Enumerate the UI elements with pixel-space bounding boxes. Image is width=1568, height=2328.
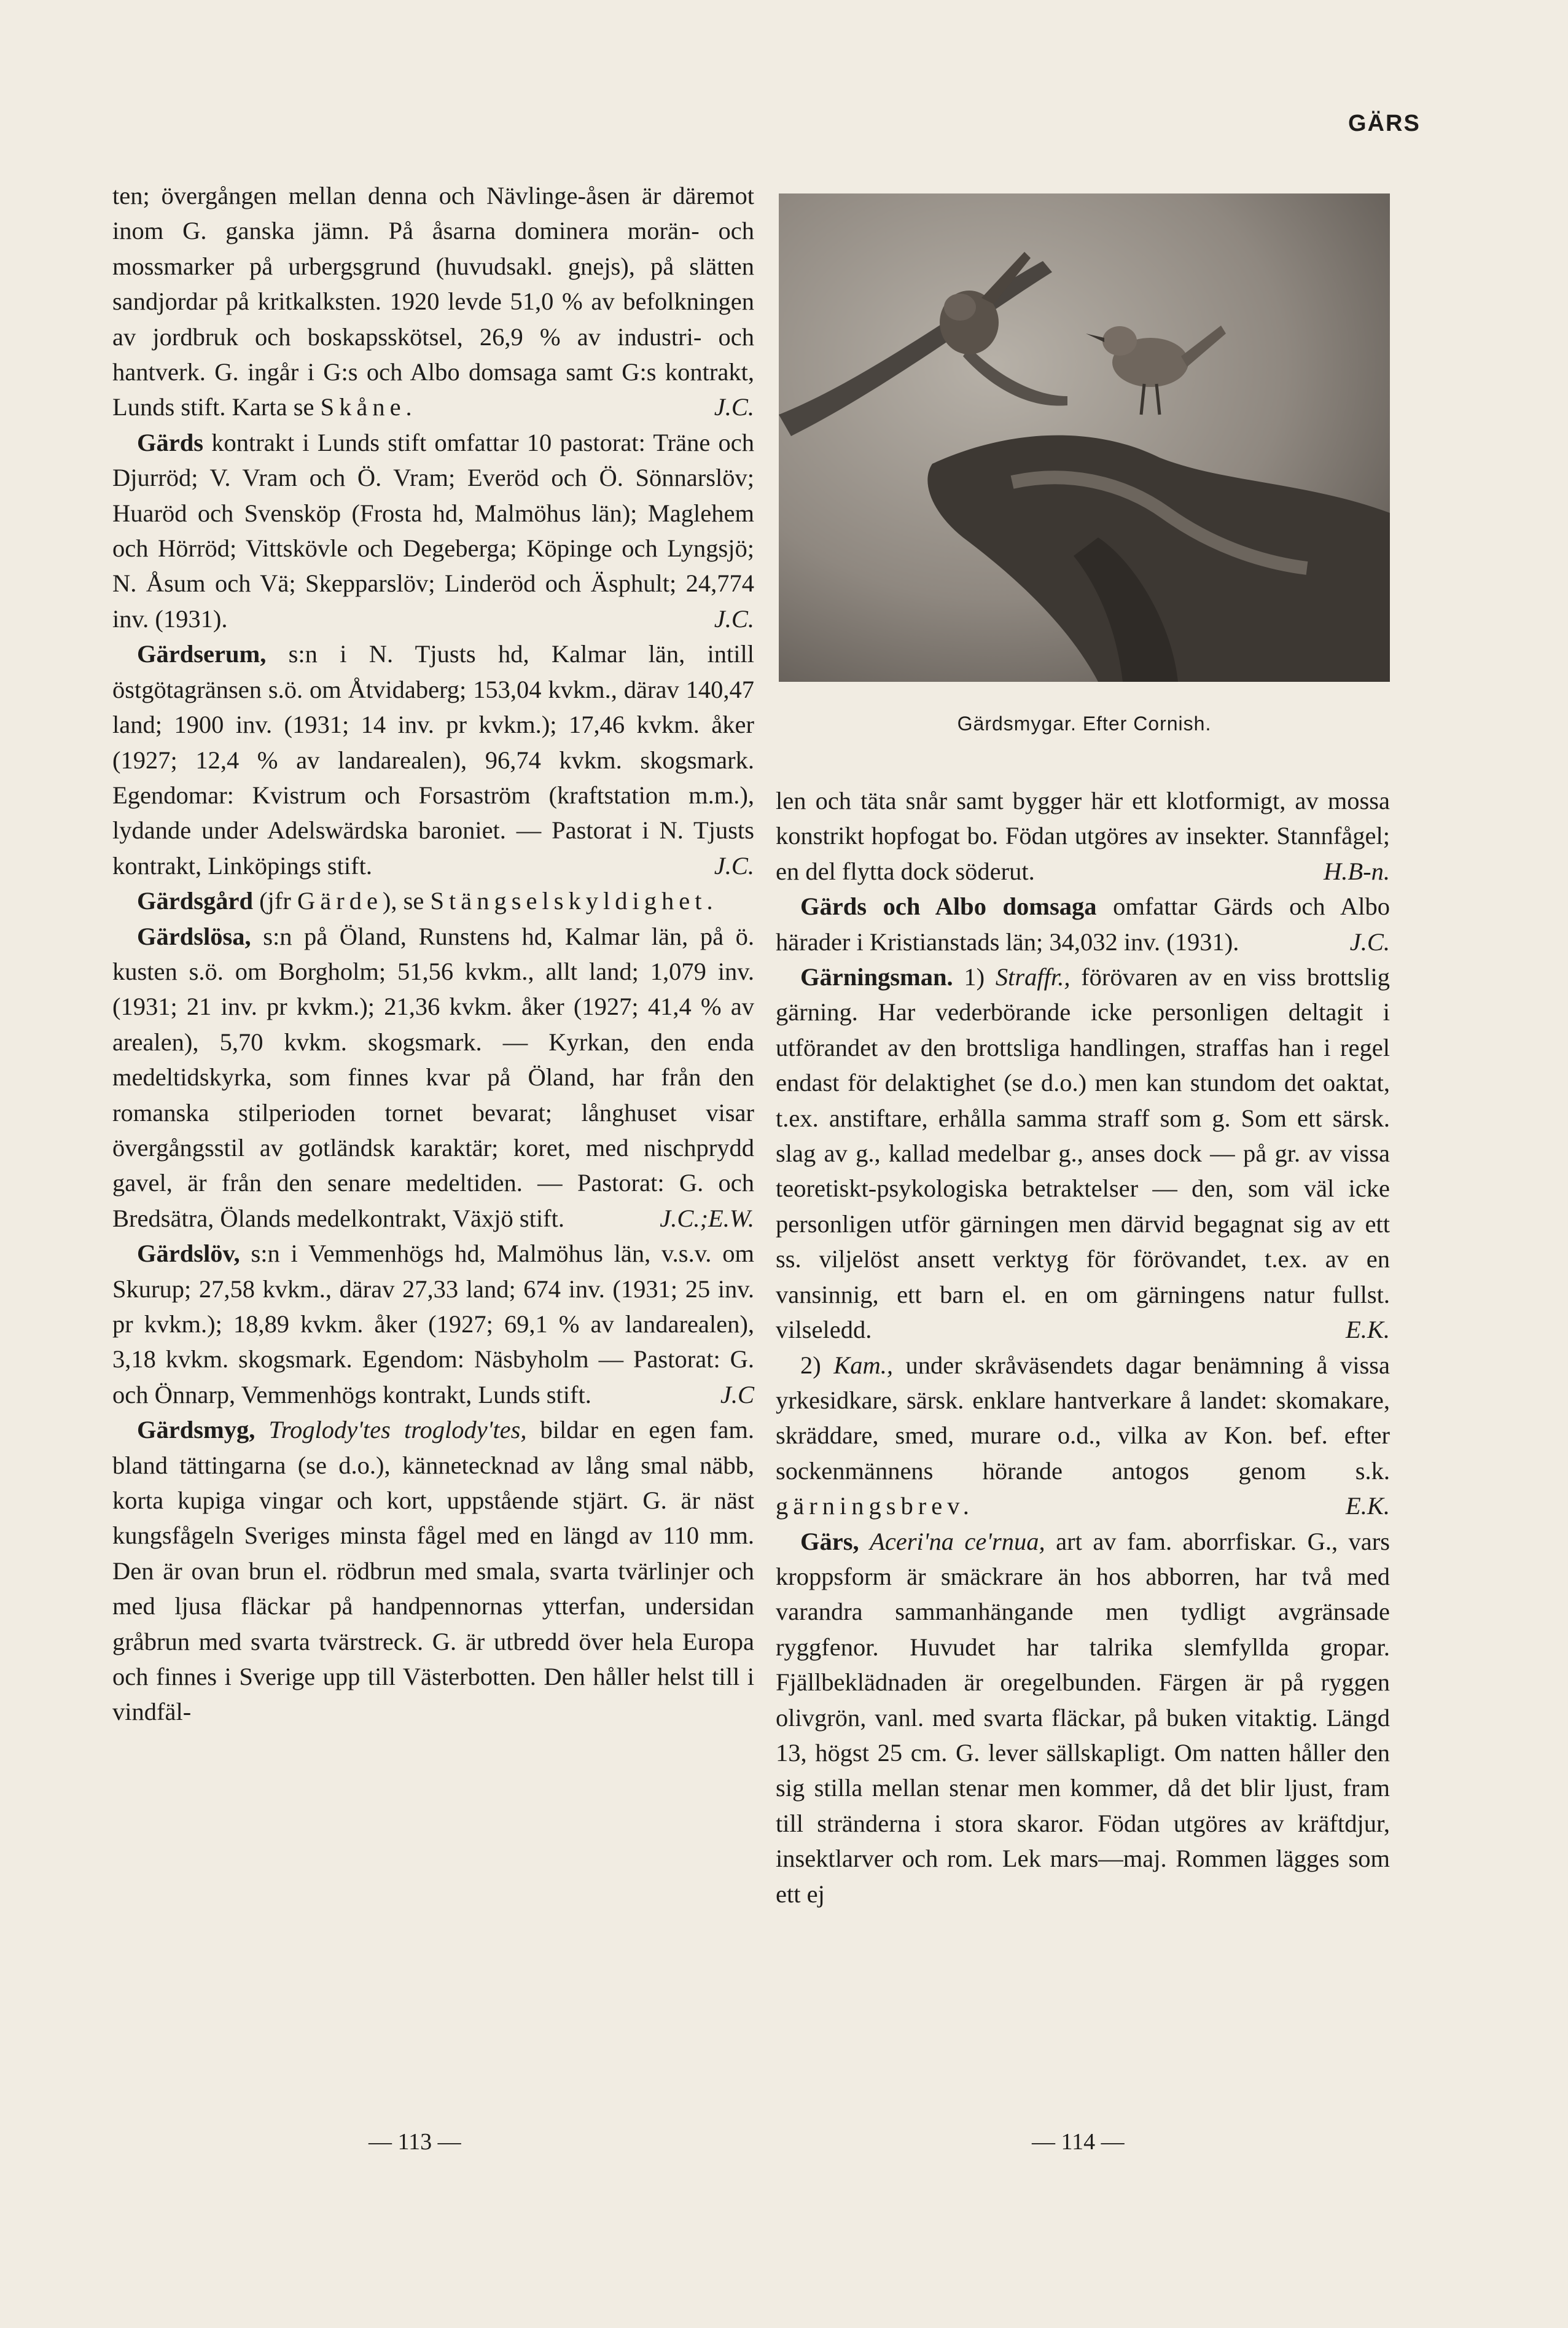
author-signature: J.C: [720, 1380, 754, 1408]
entry-headword: Gärdslöv,: [137, 1240, 240, 1268]
entry-text: art av fam. aborrfiskar. G., vars kroppsform är smäckrare än hos abborren, har två med varandra sammanhängande men tydligt avgränsade ryggfenor. Huvudet har talrika slemfyllda gropar. Fjällbeklädnaden är oregelbunden. Färgen är på ryggen olivgrön, vanl. med svarta fläckar, på buken vitaktig. Längd 13, högst 25 cm. G. lever sällskapligt. Om natten håller den sig stilla mellan stenar men kommer, då det blir ljust, fram till stränderna i stora skaror. Födan utgöres av kräftdjur, insektlarver och rom. Lek mars—maj. Rommen lägges som ett ej: [776, 1527, 1390, 1908]
entry-gardsgard: [112, 883, 754, 918]
running-head: GÄRS: [1348, 111, 1421, 136]
entry-gards-kontrakt: [112, 425, 754, 636]
entry-continuation: [776, 783, 1390, 889]
author-signature: E.K.: [1345, 1492, 1390, 1520]
author-signature: J.C.: [714, 393, 754, 421]
author-signature: J.C.: [714, 851, 754, 880]
entry-headword: Gärds: [137, 428, 204, 456]
entry-text: förövaren av en viss brottslig gärning. Har vederbörande icke personligen deltagit i utförandet av den brottsliga handlingen, straffas han i regel endast för delaktighet (se d.o.) men kan stundom det oaktat, t.ex. anstiftare, erhålla samma straff som g. Som ett särsk. slag av g., kallad medelbar g., anses dock — på gr. av vissa teoretiskt-psykologiska betraktelser — den, som väl icke personligen utför gärningen men därvid begagnat sig av ett ss. viljelöst ansett verktyg för förövandet, t.ex. av en vansinnig, ett barn el. en om gärningens natur fullst. vilseledd.: [776, 963, 1391, 1344]
entry-headword: Gärdslösa,: [137, 922, 251, 950]
entry-text: (jfr: [259, 887, 291, 915]
entry-gardsmyg: [112, 1412, 754, 1730]
cross-reference: Skåne.: [320, 393, 417, 421]
entry-text: s:n på Öland, Runstens hd, Kalmar län, på ö. kusten s.ö. om Borgholm; 51,56 kvkm., allt land; 1,079 inv. (1931; 21 inv. pr kvkm.); 21,36 kvkm. åker (1927; 41,4 % av arealen), 5,70 kvkm. skogsmark. — Kyrkan, den enda medeltidskyrka, som finnes kvar på Öland, har från den romanska stilperioden tornet bevarat; långhuset visar övergångsstil av gotländsk karaktär; koret, med nischprydd gavel, är från den senare medeltiden. — Pastorat: G. och Bredsätra, Ölands medelkontrakt, Växjö stift.: [112, 922, 755, 1232]
entry-text: s:n i N. Tjusts hd, Kalmar län, intill östgötagränsen s.ö. om Åtvidaberg; 153,04 kvkm., därav 140,47 land; 1900 inv. (1931; 14 inv. pr kvkm.); 17,46 kvkm. åker (1927; 12,4 % av landarealen), 96,74 kvkm. skogsmark. Egendomar: Kvistrum och Forsaström (kraftstation m.m.), lydande under Adelswärdska baroniet. — Pastorat i N. Tjusts kontrakt, Linköpings stift.: [112, 640, 755, 880]
entry-garningsman: [776, 959, 1390, 1347]
entry-headword: Gärdsmyg,: [137, 1416, 255, 1444]
bird-photo: [779, 193, 1390, 682]
entry-headword: Gärdsgård: [137, 887, 254, 915]
author-signature: H.B-n.: [1324, 857, 1390, 885]
author-signature: J.C.;E.W.: [660, 1204, 754, 1232]
entry-text: ten; övergången mellan denna och Nävlinge-åsen är däremot inom G. ganska jämn. På åsarna dominera morän- och mossmarker på urbergsgrund (huvudsakl. gnejs), på slätten sandjordar på kritkalksten. 1920 levde 51,0 % av befolkningen av jordbruk och boskapsskötsel, 26,9 % av industri- och hantverk. G. ingår i G:s och Albo domsaga samt G:s kontrakt, Lunds stift. Karta se: [112, 182, 754, 421]
entry-gards-och-albo-domsaga: [776, 889, 1390, 959]
entry-garningsman-sense-2: [776, 1348, 1390, 1524]
entry-continuation: [112, 178, 754, 425]
entry-text: len och täta snår samt bygger här ett klotformigt, av mossa konstrikt hopfogat bo. Födan utgöres av insekter. Stannfågel; en del flytta dock söderut.: [776, 787, 1390, 885]
right-column: [776, 783, 1390, 1912]
entry-text: omfattar Gärds och Albo härader i Kristianstads län; 34,032 inv. (1931).: [776, 893, 1390, 956]
left-column: [112, 178, 754, 1730]
sense-number: 1): [964, 963, 985, 991]
entry-text: kontrakt i Lunds stift omfattar 10 pastorat: Träne och Djurröd; V. Vram och Ö. Vram; Everöd och Ö. Sönnarslöv; Huaröd och Svensköp (Frosta hd, Malmöhus län); Maglehem och Hörröd; Vittskövle och Degeberga; Köpinge och Lyngsjö; N. Åsum och Vä; Skepparslöv; Linderöd och Äsphult; 24,774 inv. (1931).: [112, 428, 755, 633]
entry-gars: [776, 1524, 1390, 1912]
entry-headword: Gärdserum,: [137, 640, 267, 668]
sense-number: 2): [800, 1351, 821, 1379]
cross-reference: Gärde: [297, 887, 383, 915]
entry-headword: Gärs,: [800, 1527, 859, 1555]
entry-text: ), se: [382, 887, 424, 915]
page-number-right: — 114 —: [1032, 2129, 1125, 2155]
cross-reference: gärningsbrev.: [776, 1492, 974, 1520]
page-number-left: — 113 —: [369, 2129, 461, 2155]
author-signature: J.C.: [1349, 928, 1390, 956]
entry-text: under skråväsendets dagar benämning å vissa yrkesidkare, särsk. enklare hantverkare å landet: skomakare, skräddare, smed, murare o.d., vilka av Kon. bef. efter sockenmännens hörande antogos genom s.k.: [776, 1351, 1391, 1485]
latin-name: Aceri'na ce'rnua,: [870, 1527, 1045, 1555]
author-signature: E.K.: [1345, 1316, 1390, 1344]
entry-headword: Gärningsman.: [800, 963, 953, 991]
entry-gardslosa: [112, 919, 754, 1236]
cross-reference: Stängselskyldighet.: [430, 887, 718, 915]
field-label: Kam.,: [833, 1351, 894, 1379]
entry-gardserum: [112, 636, 754, 883]
entry-text: s:n i Vemmenhögs hd, Malmöhus län, v.s.v. om Skurup; 27,58 kvkm., därav 27,33 land; 674 inv. (1931; 25 inv. pr kvkm.); 18,89 kvkm. åker (1927; 69,1 % av landarealen), 3,18 kvkm. skogsmark. Egendom: Näsbyholm — Pastorat: G. och Önnarp, Vemmenhögs kontrakt, Lunds stift.: [112, 1240, 754, 1408]
entry-headword: Gärds och Albo domsaga: [800, 893, 1097, 921]
figure-caption: Gärdsmygar. Efter Cornish.: [957, 713, 1212, 735]
field-label: Straffr.,: [995, 963, 1071, 991]
entry-text: bildar en egen fam. bland tättingarna (se d.o.), kännetecknad av lång smal näbb, korta kupiga vingar och kort, uppstående stjärt. G. är näst kungsfågeln Sveriges minsta fågel med en längd av 110 mm. Den är ovan brun el. rödbrun med smala, svarta tvärlinjer och med ljusa fläckar på handpennornas ytterfan, undersidan gråbrun med svarta tvärstreck. G. är utbredd över hela Europa och finnes i Sverige upp till Västerbotten. Den håller helst till i vindfäl-: [112, 1416, 755, 1726]
entry-gardslov: [112, 1236, 754, 1412]
latin-name: Troglody'tes troglody'tes,: [268, 1416, 527, 1444]
author-signature: J.C.: [714, 604, 754, 633]
